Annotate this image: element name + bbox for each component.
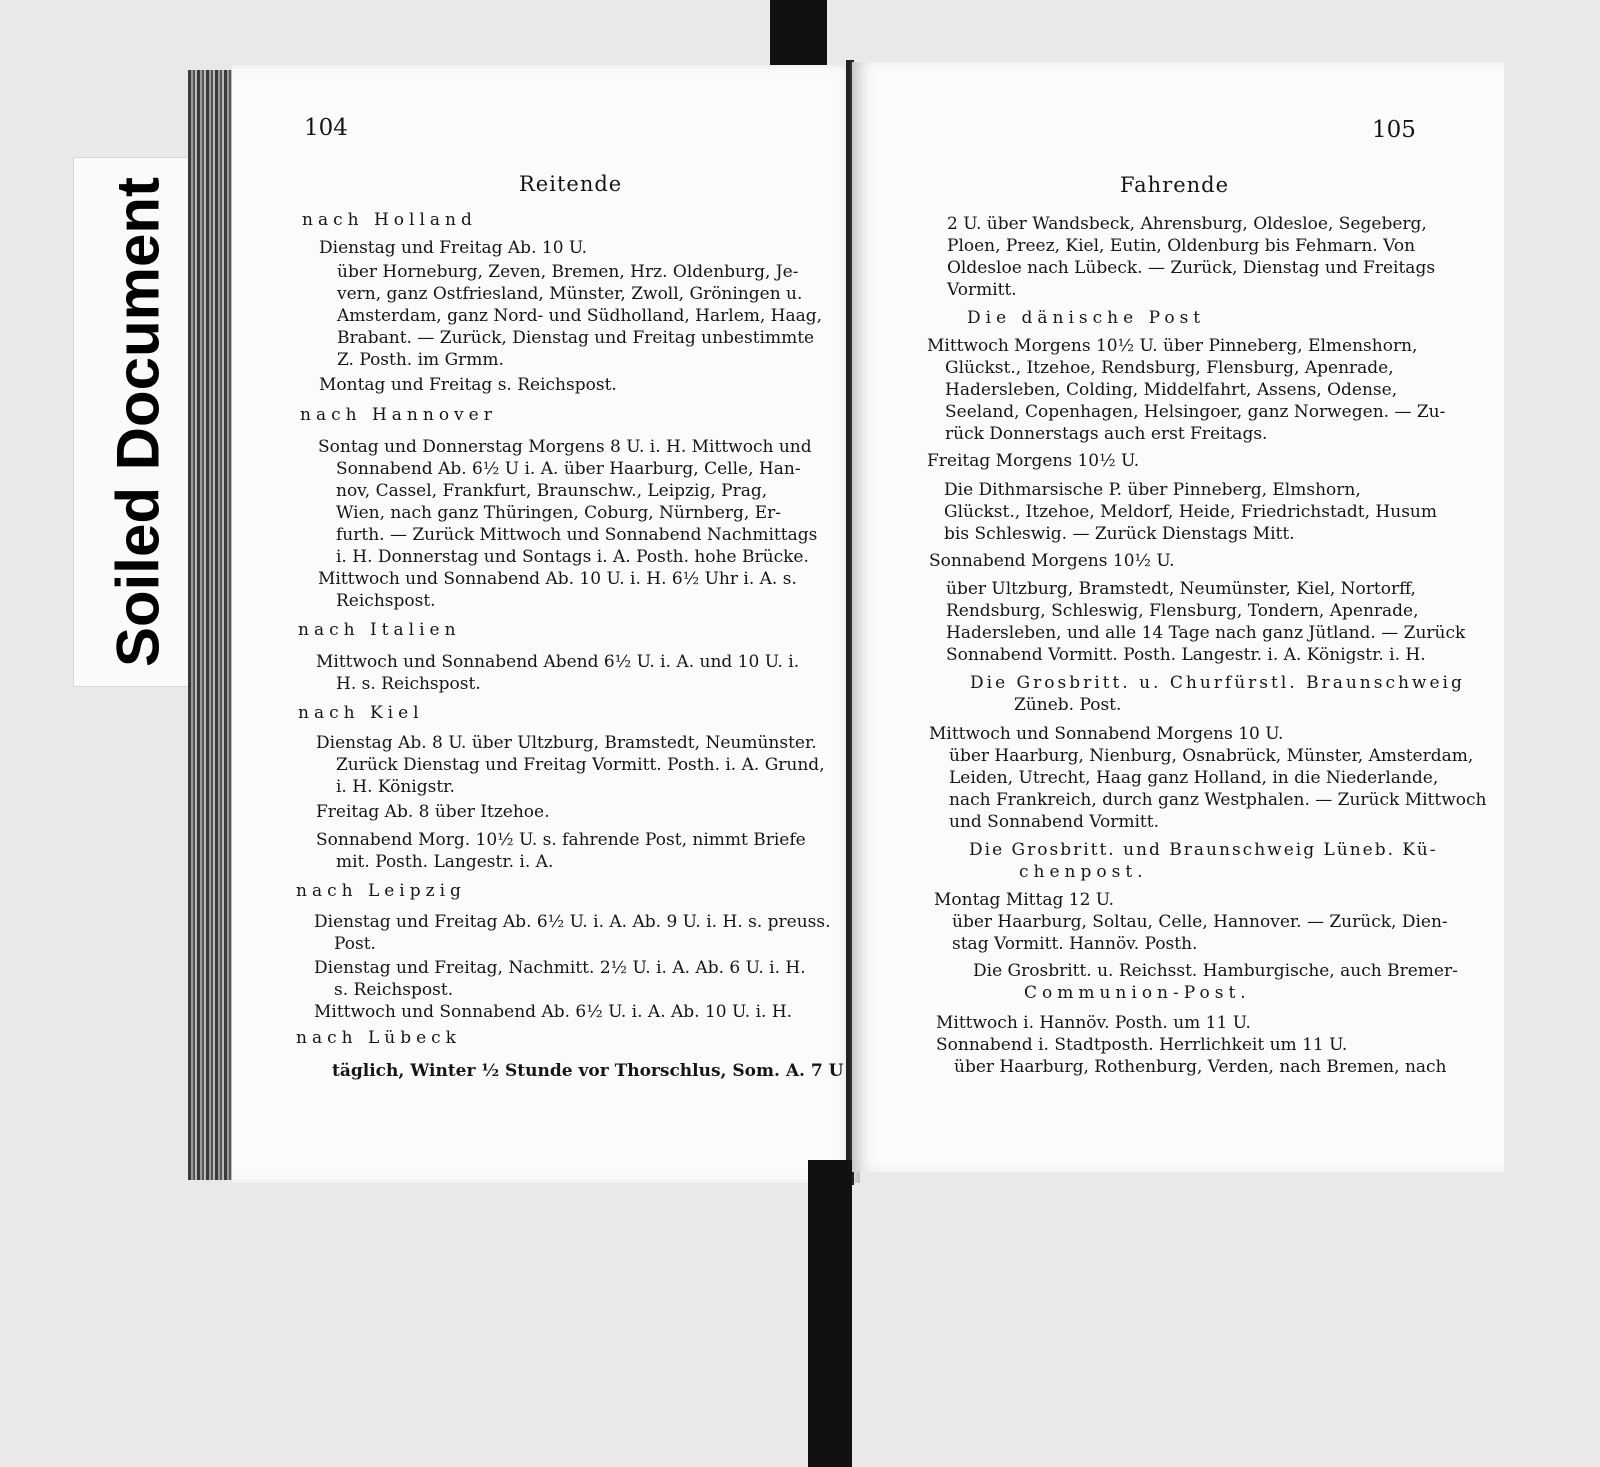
text-line: Glückst., Itzehoe, Meldorf, Heide, Friedrichstadt, Husum [944,502,1437,522]
text-line: über Haarburg, Soltau, Celle, Hannover. — Zurück, Dien- [952,912,1448,932]
text-line: furth. — Zurück Mittwoch und Sonnabend Nachmittags [336,525,818,545]
label-text: Soiled Document [104,176,172,668]
bookmark-ribbon-bottom [808,1160,852,1467]
text-line: Mittwoch und Sonnabend Abend 6½ U. i. A. und 10 U. i. [316,652,800,672]
text-line: Communion-Post. [1024,983,1251,1003]
text-line: Z. Posth. im Grmm. [337,350,504,370]
text-line: Seeland, Copenhagen, Helsingoer, ganz Norwegen. — Zu- [945,402,1446,422]
text-line: Sonnabend Morgens 10½ U. [929,551,1175,571]
text-line: Mittwoch und Sonnabend Ab. 6½ U. i. A. Ab. 10 U. i. H. [314,1002,793,1022]
section-heading: Die Grosbritt. und Braunschweig Lüneb. Kü- [969,840,1438,860]
text-line: nov, Cassel, Frankfurt, Braunschw., Leipzig, Prag, [336,481,768,501]
section-heading: Die dänische Post [967,308,1206,328]
text-line: Mittwoch und Sonnabend Morgens 10 U. [929,724,1284,744]
page-heading: Fahrende [1120,173,1230,197]
text-line: Montag Mittag 12 U. [934,890,1114,910]
text-line: Sonnabend Morg. 10½ U. s. fahrende Post, nimmt Briefe [316,830,806,850]
text-line: über Haarburg, Nienburg, Osnabrück, Münster, Amsterdam, [949,746,1474,766]
section-heading: Die Grosbritt. u. Churfürstl. Braunschweig [970,673,1465,693]
right-page [850,62,1504,1172]
left-page [232,65,860,1183]
section-heading: nach Holland [302,210,477,230]
text-line: Dienstag und Freitag, Nachmitt. 2½ U. i. A. Ab. 6 U. i. H. [314,958,806,978]
page-number: 104 [304,115,348,141]
section-heading: nach Leipzig [296,881,466,901]
text-line: Züneb. Post. [1014,695,1122,715]
text-line: Die Dithmarsische P. über Pinneberg, Elmshorn, [944,480,1361,500]
page-heading: Reitende [519,172,623,196]
book-edge [188,70,236,1180]
text-line: chenpost. [1019,862,1148,882]
text-line: Freitag Morgens 10½ U. [927,451,1140,471]
text-line: bis Schleswig. — Zurück Dienstags Mitt. [944,524,1295,544]
text-line: mit. Posth. Langestr. i. A. [336,852,554,872]
text-line: H. s. Reichspost. [336,674,481,694]
text-line: Montag und Freitag s. Reichspost. [319,375,617,395]
section-heading: nach Hannover [300,405,497,425]
text-line: über Haarburg, Rothenburg, Verden, nach Bremen, nach [954,1057,1447,1077]
text-line: Mittwoch und Sonnabend Ab. 10 U. i. H. 6½ Uhr i. A. s. [318,569,797,589]
text-line: Mittwoch Morgens 10½ U. über Pinneberg, Elmenshorn, [927,336,1418,356]
text-line: i. H. Königstr. [336,777,455,797]
section-heading: nach Italien [298,620,461,640]
text-line: Amsterdam, ganz Nord- und Südholland, Harlem, Haag, [337,306,823,326]
text-line: Brabant. — Zurück, Dienstag und Freitag unbestimmte [337,328,815,348]
section-heading: Die Grosbritt. u. Reichsst. Hamburgische, auch Bremer- [973,961,1458,981]
text-line: Vormitt. [947,280,1017,300]
text-line: Freitag Ab. 8 über Itzehoe. [316,802,550,822]
text-line: Rendsburg, Schleswig, Flensburg, Tondern, Apenrade, [946,601,1419,621]
text-line: Wien, nach ganz Thüringen, Coburg, Nürnberg, Er- [336,503,781,523]
text-line: über Ultzburg, Bramstedt, Neumünster, Kiel, Nortorff, [946,579,1416,599]
text-line: Dienstag und Freitag Ab. 6½ U. i. A. Ab. 9 U. i. H. s. preuss. [314,912,831,932]
text-line: Hadersleben, und alle 14 Tage nach ganz Jütland. — Zurück [946,623,1466,643]
text-line: Mittwoch i. Hannöv. Posth. um 11 U. [936,1013,1251,1033]
text-line: Reichspost. [336,591,436,611]
text-line: Post. [334,934,376,954]
text-line: vern, ganz Ostfriesland, Münster, Zwoll, Gröningen u. [337,284,803,304]
text-line: Dienstag und Freitag Ab. 10 U. [319,238,588,258]
page-number: 105 [1372,117,1416,143]
text-line: nach Frankreich, durch ganz Westphalen. — Zurück Mittwoch [949,790,1487,810]
text-line: Sonnabend Vormitt. Posth. Langestr. i. A. Königstr. i. H. [946,645,1426,665]
text-line: Ploen, Preez, Kiel, Eutin, Oldenburg bis Fehmarn. Von [947,236,1416,256]
text-line: Sontag und Donnerstag Morgens 8 U. i. H. Mittwoch und [318,437,812,457]
soiled-document-label [73,157,203,687]
section-heading: nach Lübeck [296,1028,461,1048]
text-line: Glückst., Itzehoe, Rendsburg, Flensburg, Apenrade, [945,358,1394,378]
text-line: s. Reichspost. [334,980,454,1000]
text-line: Zurück Dienstag und Freitag Vormitt. Posth. i. A. Grund, [336,755,825,775]
text-line: Sonnabend i. Stadtposth. Herrlichkeit um 11 U. [936,1035,1348,1055]
text-line: Sonnabend Ab. 6½ U i. A. über Haarburg, Celle, Han- [336,459,801,479]
text-line: täglich, Winter ½ Stunde vor Thorschlus, Som. A. 7 U [332,1061,844,1081]
text-line: rück Donnerstags auch erst Freitags. [945,424,1268,444]
text-line: Leiden, Utrecht, Haag ganz Holland, in die Niederlande, [949,768,1439,788]
bookmark-ribbon-top [770,0,827,70]
text-line: Hadersleben, Colding, Middelfahrt, Assens, Odense, [945,380,1398,400]
text-line: Dienstag Ab. 8 U. über Ultzburg, Bramstedt, Neumünster. [316,733,817,753]
text-line: Oldesloe nach Lübeck. — Zurück, Dienstag und Freitags [947,258,1436,278]
section-heading: nach Kiel [298,703,424,723]
text-line: und Sonnabend Vormitt. [949,812,1159,832]
text-line: 2 U. über Wandsbeck, Ahrensburg, Oldesloe, Segeberg, [947,214,1427,234]
text-line: i. H. Donnerstag und Sontags i. A. Posth. hohe Brücke. [336,547,809,567]
text-line: über Horneburg, Zeven, Bremen, Hrz. Oldenburg, Je- [337,262,799,282]
text-line: stag Vormitt. Hannöv. Posth. [952,934,1198,954]
